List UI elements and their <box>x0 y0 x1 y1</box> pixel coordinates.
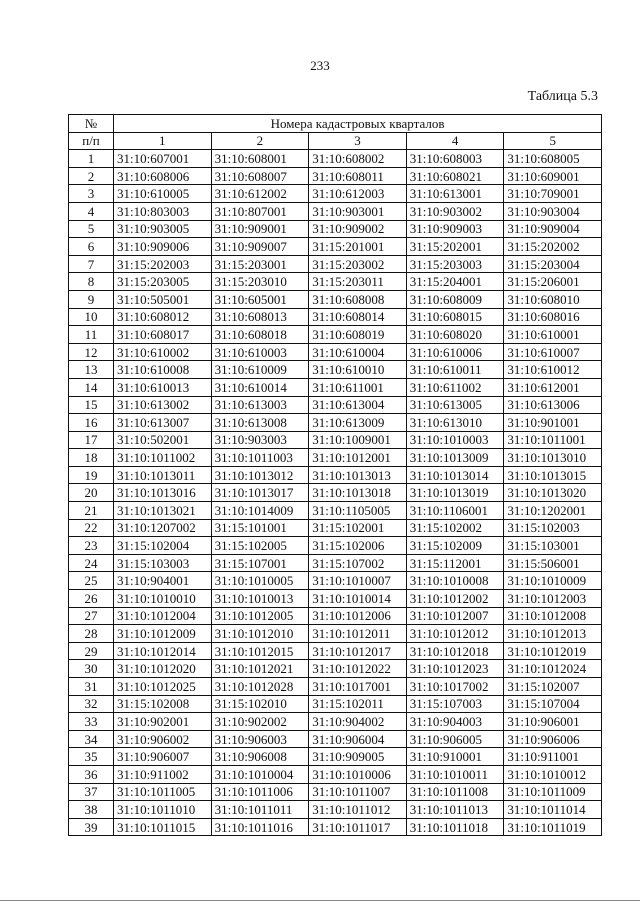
cadastral-number-cell: 31:10:1012006 <box>309 607 407 625</box>
cadastral-number-cell: 31:10:608005 <box>504 150 602 168</box>
cadastral-number-cell: 31:10:610004 <box>309 343 407 361</box>
cadastral-number-cell: 31:15:103001 <box>504 537 602 555</box>
cadastral-number-cell: 31:10:610002 <box>114 343 212 361</box>
cadastral-number-cell: 31:10:1012011 <box>309 625 407 643</box>
row-number-cell: 21 <box>69 502 114 520</box>
cadastral-number-cell: 31:10:1010013 <box>211 590 309 608</box>
row-number-cell: 5 <box>69 220 114 238</box>
cadastral-number-cell: 31:10:608021 <box>406 167 504 185</box>
cadastral-number-cell: 31:10:903004 <box>504 202 602 220</box>
cadastral-number-cell: 31:10:1011006 <box>211 783 309 801</box>
cadastral-number-cell: 31:10:903001 <box>309 202 407 220</box>
cadastral-number-cell: 31:10:1012025 <box>114 678 212 696</box>
cadastral-number-cell: 31:10:906007 <box>114 748 212 766</box>
cadastral-number-cell: 31:15:107004 <box>504 695 602 713</box>
column-header-4: 4 <box>406 132 504 150</box>
table-row <box>69 678 602 696</box>
cadastral-number-cell: 31:10:902002 <box>211 713 309 731</box>
cadastral-number-cell: 31:10:1012010 <box>211 625 309 643</box>
cadastral-number-cell: 31:10:610010 <box>309 361 407 379</box>
cadastral-number-cell: 31:10:1012015 <box>211 642 309 660</box>
cadastral-number-cell: 31:10:909005 <box>309 748 407 766</box>
cadastral-number-cell: 31:15:202003 <box>114 255 212 273</box>
cadastral-number-cell: 31:10:608012 <box>114 308 212 326</box>
num-header-bottom: п/п <box>69 132 114 150</box>
table-row <box>69 273 602 291</box>
cadastral-number-cell: 31:10:803003 <box>114 202 212 220</box>
row-number-cell: 23 <box>69 537 114 555</box>
cadastral-number-cell: 31:10:1012002 <box>406 590 504 608</box>
table-row <box>69 783 602 801</box>
cadastral-number-cell: 31:15:102001 <box>309 519 407 537</box>
table-row <box>69 466 602 484</box>
cadastral-number-cell: 31:10:807001 <box>211 202 309 220</box>
cadastral-number-cell: 31:10:610001 <box>504 326 602 344</box>
cadastral-number-cell: 31:10:1012028 <box>211 678 309 696</box>
row-number-cell: 32 <box>69 695 114 713</box>
cadastral-number-cell: 31:10:1012009 <box>114 625 212 643</box>
row-number-cell: 7 <box>69 255 114 273</box>
cadastral-number-cell: 31:10:906003 <box>211 730 309 748</box>
cadastral-number-cell: 31:10:1012008 <box>504 607 602 625</box>
cadastral-number-cell: 31:10:1012022 <box>309 660 407 678</box>
cadastral-number-cell: 31:15:206001 <box>504 273 602 291</box>
cadastral-number-cell: 31:10:608018 <box>211 326 309 344</box>
cadastral-number-cell: 31:10:610012 <box>504 361 602 379</box>
row-number-cell: 37 <box>69 783 114 801</box>
page-number: 233 <box>310 58 330 73</box>
cadastral-number-cell: 31:10:613001 <box>406 185 504 203</box>
cadastral-number-cell: 31:10:608008 <box>309 290 407 308</box>
row-number-cell: 18 <box>69 449 114 467</box>
cadastral-number-cell: 31:10:1106001 <box>406 502 504 520</box>
row-number-cell: 8 <box>69 273 114 291</box>
table-row <box>69 396 602 414</box>
cadastral-number-cell: 31:10:1010014 <box>309 590 407 608</box>
cadastral-number-cell: 31:10:1014009 <box>211 502 309 520</box>
cadastral-number-cell: 31:10:1012007 <box>406 607 504 625</box>
row-number-cell: 4 <box>69 202 114 220</box>
cadastral-number-cell: 31:15:203010 <box>211 273 309 291</box>
cadastral-number-cell: 31:10:1012017 <box>309 642 407 660</box>
table-row <box>69 519 602 537</box>
table-row <box>69 625 602 643</box>
cadastral-number-cell: 31:10:1013013 <box>309 466 407 484</box>
row-number-cell: 9 <box>69 290 114 308</box>
cadastral-number-cell: 31:10:1010011 <box>406 765 504 783</box>
cadastral-number-cell: 31:10:1105005 <box>309 502 407 520</box>
table-row <box>69 765 602 783</box>
cadastral-number-cell: 31:15:112001 <box>406 554 504 572</box>
cadastral-number-cell: 31:10:608006 <box>114 167 212 185</box>
cadastral-number-cell: 31:10:1011011 <box>211 801 309 819</box>
table-row <box>69 431 602 449</box>
cadastral-number-cell: 31:10:1013021 <box>114 502 212 520</box>
cadastral-number-cell: 31:10:1012004 <box>114 607 212 625</box>
column-header-3: 3 <box>309 132 407 150</box>
cadastral-number-cell: 31:15:203003 <box>406 255 504 273</box>
cadastral-number-cell: 31:10:1011017 <box>309 818 407 836</box>
cadastral-number-cell: 31:10:1013018 <box>309 484 407 502</box>
cadastral-number-cell: 31:15:102002 <box>406 519 504 537</box>
cadastral-number-cell: 31:10:1010005 <box>211 572 309 590</box>
cadastral-number-cell: 31:15:102003 <box>504 519 602 537</box>
table-row <box>69 607 602 625</box>
cadastral-number-cell: 31:10:502001 <box>114 431 212 449</box>
cadastral-number-cell: 31:10:1011008 <box>406 783 504 801</box>
table-row <box>69 730 602 748</box>
row-number-cell: 38 <box>69 801 114 819</box>
cadastral-number-cell: 31:10:1012018 <box>406 642 504 660</box>
cadastral-number-cell: 31:10:909007 <box>211 238 309 256</box>
cadastral-number-cell: 31:10:608013 <box>211 308 309 326</box>
cadastral-number-cell: 31:10:1013011 <box>114 466 212 484</box>
table-row <box>69 713 602 731</box>
row-number-cell: 29 <box>69 642 114 660</box>
row-number-cell: 27 <box>69 607 114 625</box>
cadastral-number-cell: 31:10:909002 <box>309 220 407 238</box>
cadastral-number-cell: 31:10:1009001 <box>309 431 407 449</box>
table-header <box>69 115 602 150</box>
cadastral-number-cell: 31:15:201001 <box>309 238 407 256</box>
table-row <box>69 642 602 660</box>
row-number-cell: 1 <box>69 150 114 168</box>
cadastral-number-cell: 31:10:610008 <box>114 361 212 379</box>
cadastral-number-cell: 31:10:1010009 <box>504 572 602 590</box>
cadastral-number-cell: 31:10:903003 <box>211 431 309 449</box>
cadastral-number-cell: 31:10:906001 <box>504 713 602 731</box>
group-header: Номера кадастровых кварталов <box>114 115 602 133</box>
cadastral-number-cell: 31:10:1012005 <box>211 607 309 625</box>
cadastral-number-cell: 31:10:613004 <box>309 396 407 414</box>
cadastral-quarters-table <box>68 114 602 836</box>
cadastral-number-cell: 31:10:1011015 <box>114 818 212 836</box>
cadastral-number-cell: 31:10:1013014 <box>406 466 504 484</box>
cadastral-number-cell: 31:10:1011007 <box>309 783 407 801</box>
cadastral-number-cell: 31:10:605001 <box>211 290 309 308</box>
table-row <box>69 220 602 238</box>
cadastral-number-cell: 31:10:613002 <box>114 396 212 414</box>
cadastral-number-cell: 31:10:613010 <box>406 414 504 432</box>
cadastral-number-cell: 31:10:1012020 <box>114 660 212 678</box>
cadastral-number-cell: 31:10:1013017 <box>211 484 309 502</box>
table-row <box>69 484 602 502</box>
row-number-cell: 12 <box>69 343 114 361</box>
cadastral-number-cell: 31:10:610006 <box>406 343 504 361</box>
cadastral-number-cell: 31:10:902001 <box>114 713 212 731</box>
row-number-cell: 11 <box>69 326 114 344</box>
cadastral-number-cell: 31:10:1011016 <box>211 818 309 836</box>
cadastral-number-cell: 31:10:1010007 <box>309 572 407 590</box>
table-row <box>69 590 602 608</box>
cadastral-number-cell: 31:10:1011019 <box>504 818 602 836</box>
cadastral-number-cell: 31:10:1010004 <box>211 765 309 783</box>
table-row <box>69 537 602 555</box>
row-number-cell: 26 <box>69 590 114 608</box>
cadastral-number-cell: 31:15:202002 <box>504 238 602 256</box>
table-row <box>69 572 602 590</box>
cadastral-number-cell: 31:15:203011 <box>309 273 407 291</box>
cadastral-number-cell: 31:15:101001 <box>211 519 309 537</box>
cadastral-number-cell: 31:10:608014 <box>309 308 407 326</box>
row-number-cell: 35 <box>69 748 114 766</box>
row-number-cell: 31 <box>69 678 114 696</box>
table-row <box>69 167 602 185</box>
table-row <box>69 660 602 678</box>
cadastral-number-cell: 31:15:203002 <box>309 255 407 273</box>
table-row <box>69 378 602 396</box>
cadastral-number-cell: 31:10:609001 <box>504 167 602 185</box>
cadastral-number-cell: 31:10:1012003 <box>504 590 602 608</box>
cadastral-number-cell: 31:10:909006 <box>114 238 212 256</box>
cadastral-number-cell: 31:10:613005 <box>406 396 504 414</box>
cadastral-number-cell: 31:10:608019 <box>309 326 407 344</box>
column-header-1: 1 <box>114 132 212 150</box>
cadastral-number-cell: 31:10:612001 <box>504 378 602 396</box>
cadastral-number-cell: 31:10:909001 <box>211 220 309 238</box>
num-header-top: № <box>69 115 114 133</box>
cadastral-number-cell: 31:10:610009 <box>211 361 309 379</box>
cadastral-number-cell: 31:10:1011005 <box>114 783 212 801</box>
cadastral-number-cell: 31:10:1013016 <box>114 484 212 502</box>
cadastral-number-cell: 31:10:1011002 <box>114 449 212 467</box>
row-number-cell: 33 <box>69 713 114 731</box>
cadastral-number-cell: 31:10:608002 <box>309 150 407 168</box>
cadastral-number-cell: 31:15:107003 <box>406 695 504 713</box>
cadastral-number-cell: 31:10:611001 <box>309 378 407 396</box>
cadastral-number-cell: 31:15:506001 <box>504 554 602 572</box>
cadastral-number-cell: 31:10:904003 <box>406 713 504 731</box>
cadastral-number-cell: 31:10:1010010 <box>114 590 212 608</box>
cadastral-number-cell: 31:15:203005 <box>114 273 212 291</box>
cadastral-number-cell: 31:10:709001 <box>504 185 602 203</box>
cadastral-number-cell: 31:15:102010 <box>211 695 309 713</box>
page-bottom-rule <box>0 900 640 901</box>
table-row <box>69 818 602 836</box>
row-number-cell: 2 <box>69 167 114 185</box>
row-number-cell: 30 <box>69 660 114 678</box>
cadastral-number-cell: 31:10:904001 <box>114 572 212 590</box>
row-number-cell: 17 <box>69 431 114 449</box>
table-row <box>69 414 602 432</box>
cadastral-number-cell: 31:10:906005 <box>406 730 504 748</box>
table-row <box>69 290 602 308</box>
row-number-cell: 39 <box>69 818 114 836</box>
table-row <box>69 308 602 326</box>
cadastral-number-cell: 31:10:1011009 <box>504 783 602 801</box>
table-row <box>69 202 602 220</box>
table-row <box>69 150 602 168</box>
cadastral-number-cell: 31:15:103003 <box>114 554 212 572</box>
cadastral-number-cell: 31:10:1011010 <box>114 801 212 819</box>
cadastral-number-cell: 31:10:1013012 <box>211 466 309 484</box>
cadastral-number-cell: 31:10:610011 <box>406 361 504 379</box>
cadastral-number-cell: 31:10:1012024 <box>504 660 602 678</box>
cadastral-number-cell: 31:10:1011001 <box>504 431 602 449</box>
table-row <box>69 343 602 361</box>
table-row <box>69 185 602 203</box>
column-header-5: 5 <box>504 132 602 150</box>
row-number-cell: 28 <box>69 625 114 643</box>
cadastral-number-cell: 31:10:608009 <box>406 290 504 308</box>
cadastral-number-cell: 31:10:613007 <box>114 414 212 432</box>
cadastral-number-cell: 31:10:613003 <box>211 396 309 414</box>
cadastral-number-cell: 31:10:613009 <box>309 414 407 432</box>
cadastral-number-cell: 31:10:1010008 <box>406 572 504 590</box>
cadastral-number-cell: 31:10:612002 <box>211 185 309 203</box>
cadastral-number-cell: 31:10:1010006 <box>309 765 407 783</box>
cadastral-number-cell: 31:10:1012021 <box>211 660 309 678</box>
row-number-cell: 19 <box>69 466 114 484</box>
cadastral-number-cell: 31:10:1013015 <box>504 466 602 484</box>
cadastral-number-cell: 31:10:1011003 <box>211 449 309 467</box>
cadastral-number-cell: 31:15:102006 <box>309 537 407 555</box>
row-number-cell: 20 <box>69 484 114 502</box>
table-row <box>69 801 602 819</box>
row-number-cell: 34 <box>69 730 114 748</box>
cadastral-number-cell: 31:10:610003 <box>211 343 309 361</box>
cadastral-number-cell: 31:10:903005 <box>114 220 212 238</box>
table-row <box>69 554 602 572</box>
cadastral-number-cell: 31:10:1011014 <box>504 801 602 819</box>
cadastral-number-cell: 31:10:612003 <box>309 185 407 203</box>
cadastral-number-cell: 31:15:102004 <box>114 537 212 555</box>
cadastral-number-cell: 31:10:909004 <box>504 220 602 238</box>
row-number-cell: 14 <box>69 378 114 396</box>
cadastral-number-cell: 31:10:611002 <box>406 378 504 396</box>
row-number-cell: 6 <box>69 238 114 256</box>
cadastral-number-cell: 31:10:911001 <box>504 748 602 766</box>
cadastral-number-cell: 31:15:102011 <box>309 695 407 713</box>
cadastral-number-cell: 31:10:911002 <box>114 765 212 783</box>
cadastral-number-cell: 31:10:1011018 <box>406 818 504 836</box>
cadastral-number-cell: 31:10:608017 <box>114 326 212 344</box>
cadastral-number-cell: 31:10:1012013 <box>504 625 602 643</box>
cadastral-number-cell: 31:10:610014 <box>211 378 309 396</box>
cadastral-number-cell: 31:15:202001 <box>406 238 504 256</box>
cadastral-number-cell: 31:10:1013019 <box>406 484 504 502</box>
table-row <box>69 449 602 467</box>
cadastral-number-cell: 31:15:203001 <box>211 255 309 273</box>
cadastral-number-cell: 31:10:906004 <box>309 730 407 748</box>
cadastral-number-cell: 31:15:102009 <box>406 537 504 555</box>
cadastral-number-cell: 31:10:608015 <box>406 308 504 326</box>
cadastral-number-cell: 31:10:903002 <box>406 202 504 220</box>
cadastral-number-cell: 31:10:1012019 <box>504 642 602 660</box>
cadastral-number-cell: 31:10:608003 <box>406 150 504 168</box>
cadastral-number-cell: 31:10:610013 <box>114 378 212 396</box>
table-body <box>69 150 602 836</box>
table-row <box>69 255 602 273</box>
cadastral-number-cell: 31:10:1202001 <box>504 502 602 520</box>
cadastral-number-cell: 31:10:1017001 <box>309 678 407 696</box>
row-number-cell: 10 <box>69 308 114 326</box>
cadastral-number-cell: 31:15:204001 <box>406 273 504 291</box>
cadastral-number-cell: 31:10:1010003 <box>406 431 504 449</box>
row-number-cell: 3 <box>69 185 114 203</box>
cadastral-number-cell: 31:10:610005 <box>114 185 212 203</box>
cadastral-number-cell: 31:10:608010 <box>504 290 602 308</box>
cadastral-number-cell: 31:10:608016 <box>504 308 602 326</box>
cadastral-number-cell: 31:10:1010012 <box>504 765 602 783</box>
cadastral-number-cell: 31:10:906002 <box>114 730 212 748</box>
header-row-top <box>69 115 602 133</box>
cadastral-number-cell: 31:15:203004 <box>504 255 602 273</box>
cadastral-number-cell: 31:10:1011013 <box>406 801 504 819</box>
cadastral-number-cell: 31:10:906006 <box>504 730 602 748</box>
cadastral-number-cell: 31:10:906008 <box>211 748 309 766</box>
cadastral-number-cell: 31:10:610007 <box>504 343 602 361</box>
row-number-cell: 16 <box>69 414 114 432</box>
cadastral-number-cell: 31:10:1013020 <box>504 484 602 502</box>
cadastral-number-cell: 31:10:1017002 <box>406 678 504 696</box>
cadastral-number-cell: 31:10:608001 <box>211 150 309 168</box>
header-row-bottom <box>69 132 602 150</box>
row-number-cell: 36 <box>69 765 114 783</box>
cadastral-number-cell: 31:10:909003 <box>406 220 504 238</box>
cadastral-number-cell: 31:10:607001 <box>114 150 212 168</box>
table-row <box>69 238 602 256</box>
cadastral-number-cell: 31:10:901001 <box>504 414 602 432</box>
cadastral-number-cell: 31:10:613006 <box>504 396 602 414</box>
cadastral-number-cell: 31:10:1013010 <box>504 449 602 467</box>
row-number-cell: 25 <box>69 572 114 590</box>
cadastral-number-cell: 31:10:608007 <box>211 167 309 185</box>
cadastral-number-cell: 31:10:1012014 <box>114 642 212 660</box>
row-number-cell: 24 <box>69 554 114 572</box>
cadastral-number-cell: 31:15:107002 <box>309 554 407 572</box>
cadastral-number-cell: 31:10:1207002 <box>114 519 212 537</box>
table-row <box>69 326 602 344</box>
cadastral-number-cell: 31:10:904002 <box>309 713 407 731</box>
row-number-cell: 22 <box>69 519 114 537</box>
cadastral-number-cell: 31:10:1012001 <box>309 449 407 467</box>
cadastral-number-cell: 31:10:608020 <box>406 326 504 344</box>
cadastral-number-cell: 31:15:102008 <box>114 695 212 713</box>
table-row <box>69 695 602 713</box>
table-row <box>69 748 602 766</box>
cadastral-number-cell: 31:10:608011 <box>309 167 407 185</box>
cadastral-number-cell: 31:10:1012023 <box>406 660 504 678</box>
table-row <box>69 361 602 379</box>
cadastral-number-cell: 31:10:910001 <box>406 748 504 766</box>
column-header-2: 2 <box>211 132 309 150</box>
cadastral-number-cell: 31:15:107001 <box>211 554 309 572</box>
cadastral-number-cell: 31:10:613008 <box>211 414 309 432</box>
cadastral-number-cell: 31:10:505001 <box>114 290 212 308</box>
cadastral-number-cell: 31:10:1011012 <box>309 801 407 819</box>
row-number-cell: 15 <box>69 396 114 414</box>
cadastral-number-cell: 31:10:1012012 <box>406 625 504 643</box>
row-number-cell: 13 <box>69 361 114 379</box>
cadastral-number-cell: 31:10:1013009 <box>406 449 504 467</box>
cadastral-number-cell: 31:15:102007 <box>504 678 602 696</box>
cadastral-number-cell: 31:15:102005 <box>211 537 309 555</box>
table-row <box>69 502 602 520</box>
table-caption: Таблица 5.3 <box>527 89 598 104</box>
